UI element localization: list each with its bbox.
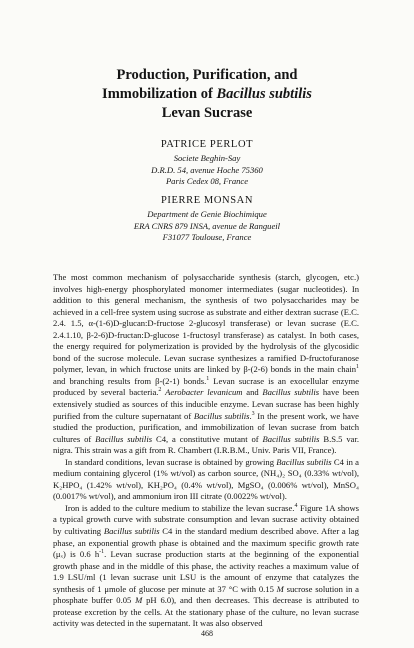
affiliation-line: Societe Beghin-Say (173, 153, 241, 163)
text-run: C4, a constitutive mutant of (152, 433, 263, 444)
text-run: and (242, 387, 263, 398)
text-run: Iron is added to the culture medium to stabilize the levan sucrase. (65, 502, 295, 513)
italic-term: Bacillus subtilis (262, 433, 320, 444)
body-paragraph (53, 272, 359, 457)
reference-superscript: 1 (206, 376, 210, 383)
text-run: sucrose solution in a phosphate buffer 0.05 (53, 583, 359, 606)
italic-term: M (276, 583, 284, 594)
text-run: and branching results from β-(2-1) bonds. (53, 375, 207, 386)
reference-superscript: 4 (294, 503, 298, 510)
italic-term: Bacillus subtilis (193, 410, 250, 421)
body-text (53, 272, 359, 630)
italic-term: Aerobacter levanicum (165, 387, 243, 398)
title-organism: Bacillus subtilis (216, 86, 312, 102)
affiliation-line: Paris Cedex 08, France (165, 176, 249, 187)
italic-term: Bacillus subtilis (95, 433, 153, 444)
text-run: B.S.5 var. nigra. This strain was a gift from R. Chambert (I.R.B.M., Univ. Paris VII, France). (53, 433, 359, 456)
italic-term: Bacillus subtilis (262, 387, 320, 398)
text-run: The most common mechanism of polysaccharide synthesis (starch, glycogen, etc.) involves high-energy phosphorylated monomer intermediates (sugar nucleotides). In addition to this general mechanism, the synthesis of two polysaccharides may be achieved in a cell-free system using sucrose as substrate and either dextran sucrase (E.C. 2.4. 1.5, α-(1-6)D-glucan:D-fructose 2-glucosyl transferase) or levan sucrase (E.C. 2.4.1.10, β-2-6)D-fructan:D-glucose 1-fructosyl transferase) as catalyst. In both cases, the energy required for polymerization is provided by the hydrolysis of the glycosidic bond of the sucrose molecule. Levan sucrase synthesizes a ramified D-fructofuranose polymer, levan, in which fructose units are linked by β-(2-6) bonds in the main chain (53, 272, 359, 375)
affiliation-line: Department de Genie Biochimique (147, 209, 267, 219)
text-run: C4 in the standard medium described above. After a lag phase, an exponential growth phase is obtained and the maximum specific growth rate (μₓ) is 0.6 h (53, 526, 359, 560)
text-run: . (249, 410, 252, 421)
affiliation-line: ERA CNRS 879 INSA, avenue de Rangueil (133, 220, 281, 231)
paper-title (0, 66, 414, 123)
text-run: In the present work, we have studied the production, purification, and immobilization of levan sucrase from batch cultures of (53, 410, 359, 444)
text-run: C4 in a medium containing glycerol (1% wt/vol) as carbon source, (NH₄)₂ SO₄ (0.33% wt/vol), K₂HPO₄ (1.42% wt/vol), KH₂PO₄ (0.4% wt/vol), MgSO₄ (0.006% wt/vol), MnSO₄ (0.0017% wt/vol), and ammonium iron III citrate (0.0022% wt/vol). (53, 456, 359, 502)
text-run: Figure 1A shows a typical growth curve with substrate consumption and levan sucrase activity obtained by cultivating (53, 502, 359, 537)
affiliation-line: F31077 Toulouse, France (162, 232, 252, 243)
reference-superscript: 2 (158, 387, 162, 394)
text-run: In standard conditions, levan sucrase is obtained by growing (65, 456, 277, 467)
italic-term: Bacillus subtilis (276, 456, 332, 467)
reference-superscript: 1 (356, 364, 359, 371)
author-2-name: PIERRE MONSAN (160, 195, 254, 206)
italic-term: Bacillus subtilis (103, 526, 160, 537)
title-line-2-prefix: Immobilization of (102, 86, 217, 102)
text-run: . Levan sucrase production starts at the beginning of the exponential growth phase and in the middle of this phase, the activity reaches a maximum value of 1.9 LSU/ml (1 levan sucrase unit LSU is the amount of enzyme that catalyzes the synthesis of 1 μmole of glucose per minute at 37 °C with 0.15 (53, 549, 359, 594)
body-paragraph (53, 503, 359, 630)
text-run: Levan sucrase is an exocellular enzyme produced by several bacteria. (53, 375, 360, 398)
reference-superscript: 3 (251, 410, 255, 417)
page-number: 468 (201, 629, 213, 638)
title-line-1: Production, Purification, and (116, 67, 298, 83)
affiliation-line: D.R.D. 54, avenue Hoche 75360 (151, 164, 263, 175)
author-1-name: PATRICE PERLOT (160, 139, 254, 150)
body-paragraph (53, 457, 359, 503)
title-line-2 (0, 85, 414, 104)
text-run: have been extensively studied as sources of this inducible enzyme. Levan sucrase has been highly purified from the culture supernatant of (53, 387, 359, 421)
reference-superscript: -1 (99, 549, 105, 556)
author-2-affiliation (0, 209, 414, 244)
author-1-affiliation (0, 153, 414, 188)
text-run: pH 6.0), and then decreases. This decrease is attributed to protease excretion by the cells. At the stationary phase of the culture, no levan sucrase activity was detected in the supernatant. It was also observed (53, 595, 359, 629)
italic-term: M (135, 595, 143, 606)
title-line-3: Levan Sucrase (161, 105, 253, 121)
